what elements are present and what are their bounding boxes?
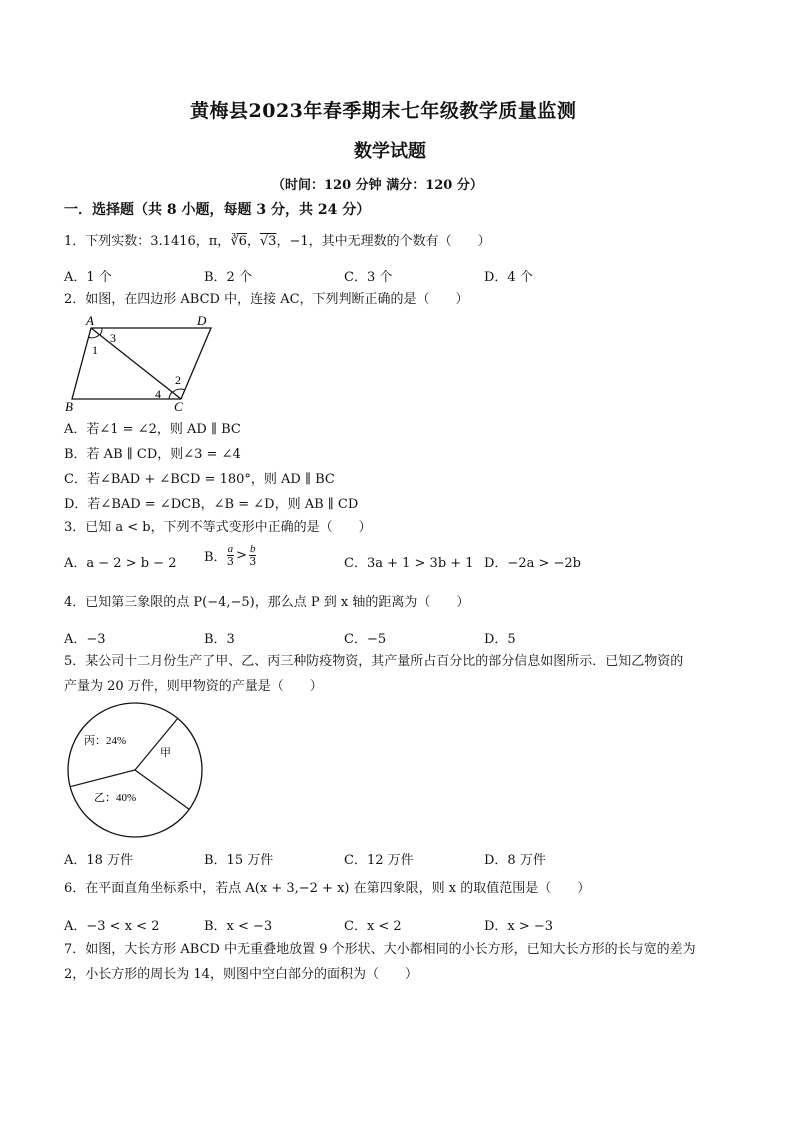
q2-option-b: B．若 AB ∥ CD，则∠3 = ∠4 [64,447,241,462]
angle-label-4: 4 [155,387,161,401]
vertex-label-d: D [197,313,207,328]
q1-option-c: C．3 个 [344,270,393,285]
q4-option-a: A．−3 [64,632,106,647]
q3-option-c: C．3a + 1 > 3b + 1 [344,556,474,571]
q1-option-a: A．1 个 [64,270,112,285]
fraction-a-over-3 [227,543,235,568]
angle-label-1: 1 [92,343,98,357]
q1-option-d: D．4 个 [484,270,533,285]
exam-title: 黄梅县2023年春季期末七年级教学质量监测 [190,100,577,122]
question-1-stem-a: 1．下列实数：3.1416，π， [64,234,231,249]
q5-option-c: C．12 万件 [344,853,414,868]
angle-label-3: 3 [110,331,116,345]
vertex-label-a: A [86,313,94,328]
q2-option-d: D．若∠BAD = ∠DCB，∠B = ∠D，则 AB ∥ CD [64,497,359,512]
cube-root: ∛6 [230,234,247,249]
question-7-stem-line2: 2，小长方形的周长为 14，则图中空白部分的面积为（ ） [64,967,418,982]
exam-info: （时间：120 分钟 满分：120 分） [272,178,483,193]
q2-option-a: A．若∠1 = ∠2，则 AD ∥ BC [64,422,241,437]
angle-label-2: 2 [175,373,181,387]
vertex-label-c: C [174,399,183,414]
question-4-stem: 4．已知第三象限的点 P(−4,−5)，那么点 P 到 x 轴的距离为（ ） [64,595,470,610]
question-2-stem: 2．如图，在四边形 ABCD 中，连接 AC，下列判断正确的是（ ） [64,292,469,307]
angle-arc-3 [100,328,102,335]
q3-option-d: D．−2a > −2b [484,556,581,571]
q3-option-b-prefix: B． [204,550,227,565]
quadrilateral-figure [60,310,230,418]
exam-subtitle: 数学试题 [354,141,426,162]
fraction-numerator-a: a [227,543,234,555]
q2-option-c: C．若∠BAD + ∠BCD = 180°，则 AD ∥ BC [64,472,335,487]
q5-option-b: B．15 万件 [204,853,274,868]
pie-label-jia: 甲 [160,747,171,759]
q3-option-a: A．a − 2 > b − 2 [64,556,177,571]
q1-option-b: B．2 个 [204,270,252,285]
pie-label-yi: 乙：40% [94,792,137,804]
q6-option-a: A．−3 < x < 2 [64,919,160,934]
fraction-denominator-3b: 3 [249,555,257,568]
question-1 [64,232,491,252]
pie-label-bing: 丙：24% [84,735,127,747]
question-1-sep: ， [246,234,260,249]
fraction-b-over-3 [249,543,257,568]
q6-option-d: D．x > −3 [484,919,554,934]
question-6-stem: 6．在平面直角坐标系中，若点 A(x + 3,−2 + x) 在第四象限，则 x 的取值范围是（ ） [64,881,591,896]
section-heading: 一．选择题（共 8 小题，每题 3 分，共 24 分） [64,202,371,218]
question-5-stem-line2: 产量为 20 万件，则甲物资的产量是（ ） [64,679,323,694]
fraction-numerator-b: b [249,543,256,555]
q6-option-b: B．x < −3 [204,919,273,934]
question-1-stem-b: ，−1，其中无理数的个数有（ ） [276,234,491,249]
q4-option-c: C．−5 [344,632,387,647]
q3-option-b [204,543,256,568]
angle-arc-4 [169,392,172,399]
q4-option-b: B．3 [204,632,235,647]
greater-than-sign: > [236,548,247,563]
question-5-stem-line1: 5．某公司十二月份生产了甲、乙、丙三种防疫物资，其产量所占百分比的部分信息如图所示．已知乙物资的 [64,654,684,669]
vertex-label-b: B [65,399,73,414]
quadrilateral-abcd [72,328,211,399]
q4-option-d: D．5 [484,632,516,647]
q5-option-d: D．8 万件 [484,853,546,868]
square-root: √3 [259,234,277,249]
q6-option-c: C．x < 2 [344,919,402,934]
question-7-stem-line1: 7．如图，大长方形 ABCD 中无重叠地放置 9 个形状、大小都相同的小长方形，已知大长方形的长与宽的差为 [64,942,696,957]
pie-chart [60,698,210,843]
diagonal-ac [91,328,181,399]
question-3-stem: 3．已知 a < b，下列不等式变形中正确的是（ ） [64,520,372,535]
q5-option-a: A．18 万件 [64,853,134,868]
angle-arc-2 [173,389,185,392]
fraction-denominator-3a: 3 [226,555,234,568]
